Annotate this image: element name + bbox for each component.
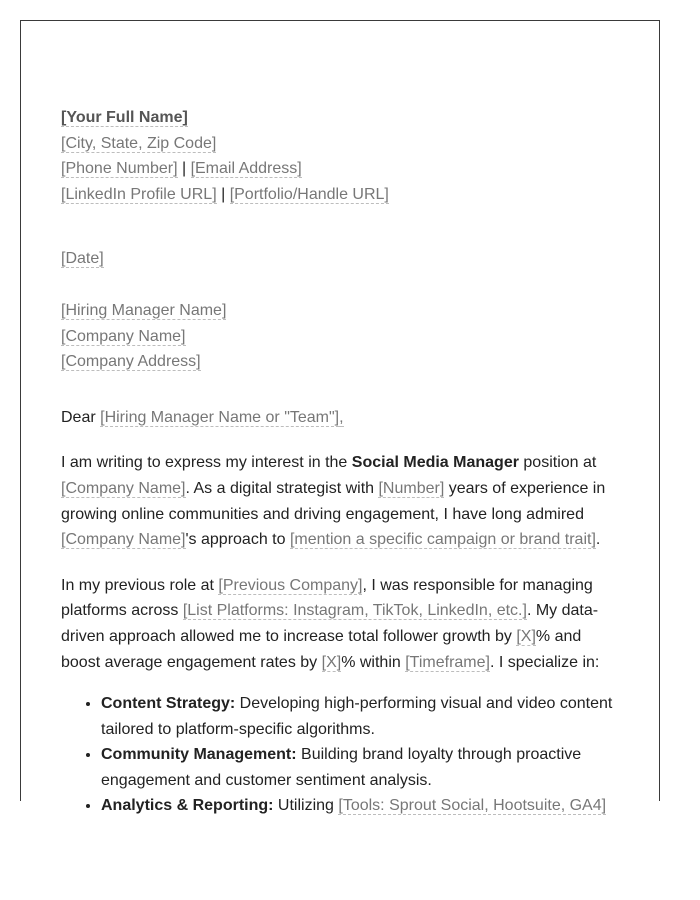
skills-list	[61, 691, 621, 819]
x-placeholder: [X]	[516, 627, 536, 645]
sender-phone: [Phone Number]	[61, 160, 178, 178]
recipient-manager: [Hiring Manager Name]	[61, 301, 227, 319]
platforms-placeholder: [List Platforms: Instagram, TikTok, LinkedIn, etc.]	[182, 602, 527, 620]
document-page	[20, 20, 660, 815]
sender-portfolio: [Portfolio/Handle URL]	[229, 185, 389, 203]
timeframe-placeholder: [Timeframe]	[405, 653, 490, 671]
letter-date: [Date]	[61, 250, 104, 268]
company-placeholder: [Company Name]	[61, 531, 186, 549]
previous-company-placeholder: [Previous Company]	[218, 576, 363, 594]
sender-city: [City, State, Zip Code]	[61, 134, 217, 152]
x-placeholder: [X]	[321, 653, 342, 671]
salutation-dear: Dear	[61, 408, 101, 426]
separator: |	[177, 160, 191, 178]
mention-placeholder: [mention a specific campaign or brand trait]	[289, 531, 596, 549]
recipient-block	[61, 298, 621, 375]
salutation-name: [Hiring Manager Name or "Team"]	[100, 408, 340, 426]
separator: |	[216, 185, 230, 203]
salutation	[61, 405, 621, 431]
sender-email: [Email Address]	[190, 160, 302, 178]
sender-name: [Your Full Name]	[61, 109, 188, 126]
paragraph-experience: In my previous role at [Previous Company], I was responsible for managing platforms across [List Platforms: Instagram, TikTok, LinkedIn, etc.]. My data-driven approach allowed me to increase total follower growth by [X]% and boost average engagement rates by [X]% within [Timeframe]. I specialize in:	[61, 576, 600, 671]
sender-linkedin: [LinkedIn Profile URL]	[61, 185, 217, 203]
recipient-company: [Company Name]	[61, 327, 186, 345]
tools-placeholder: [Tools: Sprout Social, Hootsuite, GA4]	[338, 797, 607, 815]
recipient-address: [Company Address]	[61, 353, 201, 371]
salutation-comma: ,	[339, 408, 344, 426]
cover-letter	[61, 105, 621, 819]
paragraph-intro: I am writing to express my interest in the Social Media Manager position at [Company Name]. As a digital strategist with [Number] years of experience in growing online communities and driving engagement, I have long admired [Company Name]'s approach to [mention a specific campaign or brand trait].	[61, 454, 606, 549]
sender-header	[61, 105, 621, 207]
list-item: • Community Management: Building brand loyalty through proactive engagement and customer sentiment analysis.	[101, 742, 621, 793]
list-item: • Analytics & Reporting: Utilizing [Tools: Sprout Social, Hootsuite, GA4]	[101, 793, 621, 819]
company-placeholder: [Company Name]	[61, 479, 186, 497]
date-line	[61, 246, 621, 272]
role-title: Social Media Manager	[351, 454, 519, 472]
list-item: • Content Strategy: Developing high-performing visual and video content tailored to platform-specific algorithms.	[101, 691, 621, 742]
years-placeholder: [Number]	[378, 479, 445, 497]
